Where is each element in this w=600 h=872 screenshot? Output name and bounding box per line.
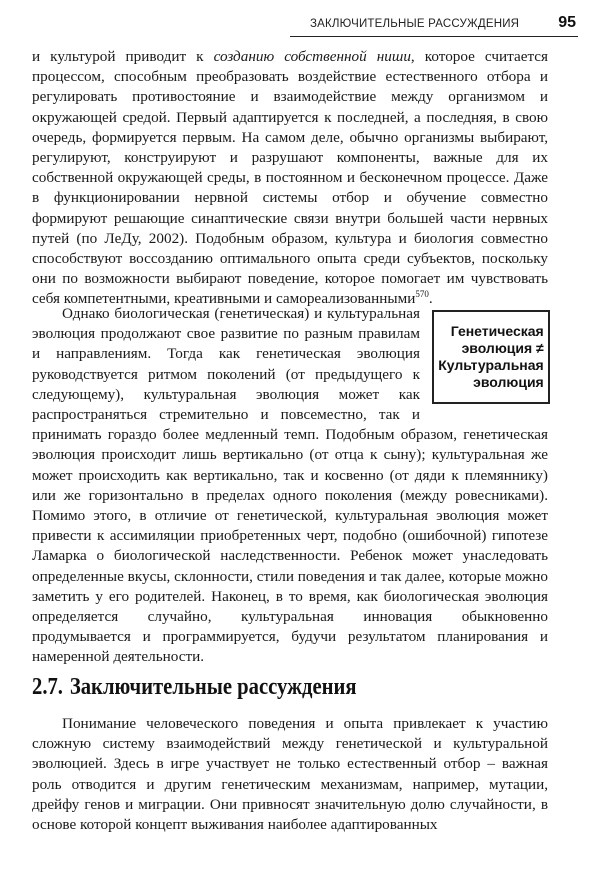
margin-note-text: Генетическая эволюция ≠ Культуральная эволюция	[438, 323, 544, 390]
paragraph-2	[32, 304, 548, 668]
section-heading	[32, 672, 357, 702]
paragraph-3-text: Понимание человеческого поведения и опыта привлекает к участию сложную систему взаимодействий между генетической и культуральной эволюцией. Здесь в игре участвует не только естественный отбор – важная роль отводится и другим генетическим механизмам, например, мутации, дрейфу генов и миграции. Они привносят значительную долю случайности, в основе которой концепт выживания наиболее адаптированных	[32, 715, 548, 834]
running-head	[290, 14, 578, 37]
paragraph-1-start: и культурой приводит к	[32, 48, 214, 65]
footnote-ref: 570	[415, 289, 429, 300]
paragraph-1-body: , которое считается процессом, способным преобразовать воздействие естественного отбора и регулировать противостояние и взаимодействие между организмом и окружающей средой. Первый адаптируется к последней, а последняя, в свою очередь, формируется первым. На самом деле, обычно организмы выбирают, регулируют, конструируют и разрушают компоненты, важные для их собственной окружающей среды, в постоянном и бесконечном процессе. Даже в функционировании нервной системы отбор и обучение совместно формируют решающие синаптические связи внутри большей части нервных путей (по ЛеДу, 2002). Подобным образом, культура и биология совместно способствуют воссозданию оптимального опыта среди субъектов, поскольку они по возможности выбирают поведение, которое помогает им чувствовать себя компетентными, креативными и самореализованными	[32, 48, 548, 308]
margin-note-box	[432, 310, 550, 404]
page-number: 95	[558, 14, 576, 31]
paragraph-1	[32, 47, 548, 310]
running-title: ЗАКЛЮЧИТЕЛЬНЫЕ РАССУЖДЕНИЯ	[310, 18, 520, 30]
paragraph-1-end: .	[428, 290, 433, 308]
emphasis-term: созданию собственной ниши	[213, 48, 411, 65]
section-title: Заключительные рассуждения	[69, 674, 357, 700]
section-number: 2.7.	[32, 674, 63, 700]
paragraph-2-text: Однако биологическая (генетическая) и культуральная эволюция продолжают свое развитие по разным правилам и направлениям. Тогда как генетическая эволюция руководствуется ритмом поколений (от предыдущего к следующему), культуральная эволюция может как распространяться стремительно и повсеместно, так и принимать гораздо более медленный темп. Подобным образом, генетическая эволюция происходит лишь вертикально (от отца к сыну); культуральная же может происходить как вертикально, так и косвенно (от дяди к племяннику) или же горизонтально в пределах одного поколения (между ровесниками). Помимо этого, в отличие от генетической, культуральная эволюция может привести к ассимиляции приобретенных черт, подобно (ошибочной) гипотезе Ламарка о биологической наследственности. Ребенок может унаследовать определенные вкусы, склонности, стили поведения и так далее, которые можно заметить у его родителей. Наконец, в то время, как биологическая эволюция определяется случайно, культуральная инновация обыкновенно продумывается и программируется, будучи результатом планирования и намеренной деятельности.	[32, 305, 548, 666]
paragraph-3	[32, 714, 548, 835]
